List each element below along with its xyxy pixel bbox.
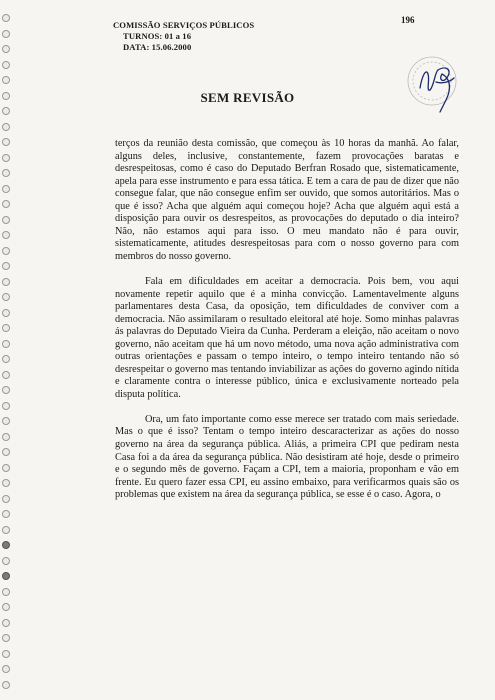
document-title: SEM REVISÃO (200, 90, 295, 105)
binder-hole (2, 557, 10, 565)
binder-hole (2, 541, 10, 549)
binder-hole (2, 681, 10, 689)
binder-hole (2, 510, 10, 518)
paragraph-1: terços da reunião desta comissão, que começou às 10 horas da manhã. Ao falar, alguns deles, inclusive, constantemente, fazem provocações baratas e desrespeitosas, como é caso do Deputado Berfran Rosado que, sistematicamente, apela para esse instrumento e para essa tática. E tem a cara de pau de dizer que não consegue falar, que não consegue enfim ser ouvido, que somos autoritários. Mas o que é isso? Acha que alguém aqui começou hoje? Acha que alguém aqui está a disposição para ouvir os desrespeitos, as provocações do deputado o dia inteiro? Não, não estamos aqui para isso. O meu mandato não é para ouvir, sistematicamente, atitudes desrespeitosas para com o nosso governo para com membros do nosso governo. (115, 138, 459, 262)
binder-hole (2, 262, 10, 270)
binder-hole (2, 572, 10, 580)
header-committee: COMISSÃO SERVIÇOS PÚBLICOS (113, 20, 255, 30)
binder-hole (2, 479, 10, 487)
signature-stamp (392, 48, 477, 118)
binder-hole (2, 293, 10, 301)
page-number: 196 (401, 15, 415, 25)
binder-hole (2, 107, 10, 115)
header-turns: TURNOS: 01 a 16 (123, 31, 192, 41)
binder-hole (2, 76, 10, 84)
binder-hole (2, 634, 10, 642)
binder-hole (2, 603, 10, 611)
binder-hole (2, 123, 10, 131)
binder-hole (2, 526, 10, 534)
binder-hole (2, 138, 10, 146)
binder-hole (2, 61, 10, 69)
binder-hole (2, 278, 10, 286)
document-header (113, 20, 254, 53)
binder-holes (2, 14, 12, 694)
binder-hole (2, 371, 10, 379)
binder-hole (2, 324, 10, 332)
binder-hole (2, 216, 10, 224)
binder-hole (2, 340, 10, 348)
header-date: DATA: 15.06.2000 (123, 42, 192, 52)
binder-hole (2, 417, 10, 425)
binder-hole (2, 200, 10, 208)
paragraph-3: Ora, um fato importante como esse merece ser tratado com mais seriedade. Mas o que é isso? Tentam o tempo inteiro descaracterizar as ações do nosso governo na área da segurança pública. Aliás, a primeira CPI que pediram nesta Casa foi a da área da segurança pública. Não desistiram até hoje, desde o primeiro e o segundo mês de governo. Façam a CPI, tem a maioria, proponham e vão em frente. Eu quero fazer essa CPI, eu assino embaixo, para verificarmos quais são os problemas que existem na área da segurança pública, se esse é o caso. Agora, o (115, 413, 459, 501)
paragraph-2: Fala em dificuldades em aceitar a democracia. Pois bem, vou aqui novamente repetir aquilo que é a minha convicção. Lamentavelmente alguns parlamentares desta Casa, da oposição, tem dificuldades de conviver com a democracia. Não assimilaram o resultado eleitoral até hoje. Somo minhas palavras ás palavras do Deputado Vieira da Cunha. Perderam a eleição, não aceitam o novo governo, não aceitam que há um novo método, uma nova ação administrativa com outras orientações e passam o tempo inteiro, o tempo inteiro tentando não só desrespeitar o governo mas tentando inviabilizar as ações do governo agindo nítida e claramente contra o interesse público, única e exclusivamente norteado pela disputa política. (115, 275, 459, 400)
document-body (115, 138, 459, 514)
binder-hole (2, 169, 10, 177)
binder-hole (2, 231, 10, 239)
binder-hole (2, 355, 10, 363)
binder-hole (2, 433, 10, 441)
binder-hole (2, 309, 10, 317)
binder-hole (2, 247, 10, 255)
binder-hole (2, 154, 10, 162)
binder-hole (2, 650, 10, 658)
binder-hole (2, 30, 10, 38)
binder-hole (2, 448, 10, 456)
binder-hole (2, 45, 10, 53)
binder-hole (2, 14, 10, 22)
binder-hole (2, 619, 10, 627)
binder-hole (2, 402, 10, 410)
binder-hole (2, 588, 10, 596)
binder-hole (2, 386, 10, 394)
binder-hole (2, 185, 10, 193)
binder-hole (2, 464, 10, 472)
binder-hole (2, 665, 10, 673)
binder-hole (2, 495, 10, 503)
